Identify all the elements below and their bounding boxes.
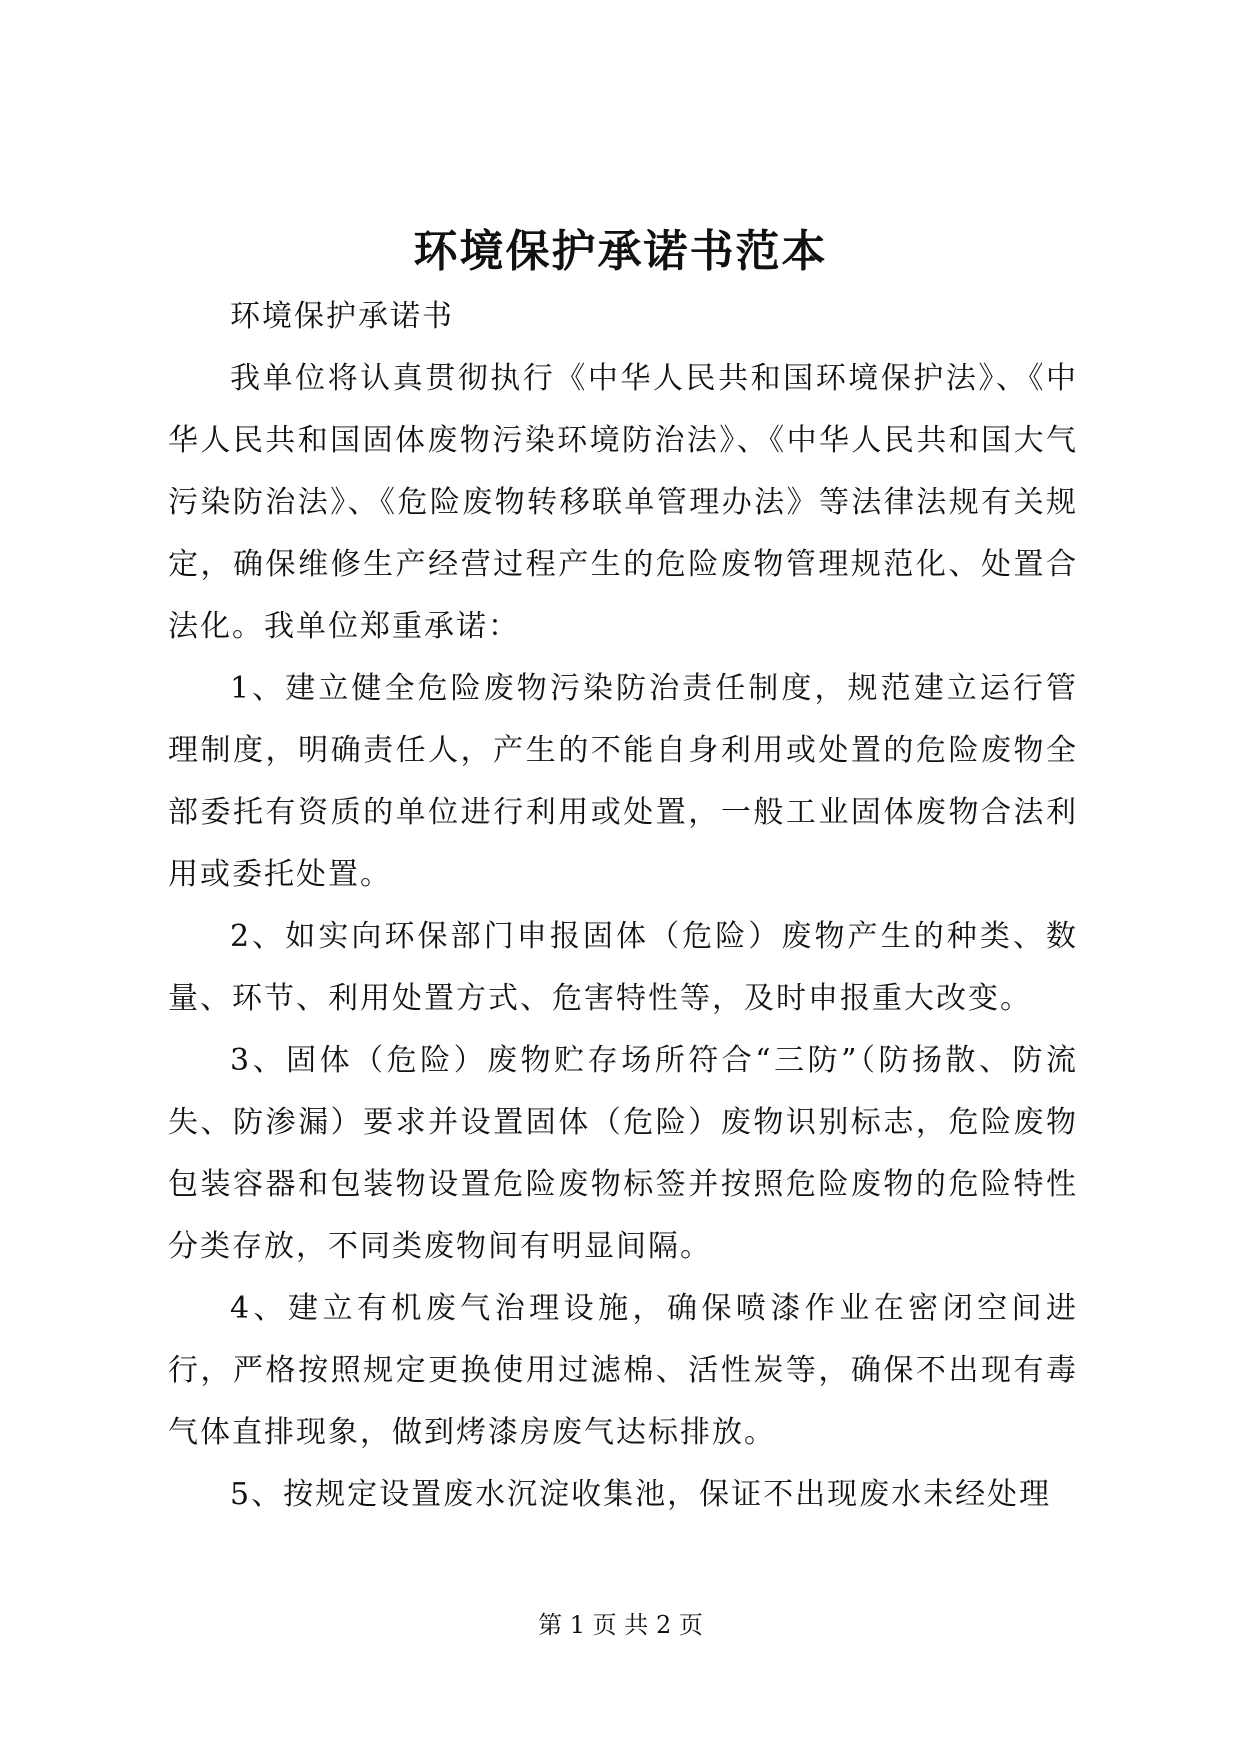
paragraph-heading: 环境保护承诺书 (230, 299, 454, 334)
paragraph-item-3: 3、固体（危险）废物贮存场所符合“三防”（防扬散、防流失、防渗漏）要求并设置固体（危险）废物识别标志，危险废物包装容器和包装物设置危险废物标签并按照危险废物的危险特性分类存放，不同类废物间有明显间隔。 (168, 1043, 1078, 1264)
document-body (168, 286, 1078, 1526)
paragraph-item-2: 2、如实向环保部门申报固体（危险）废物产生的种类、数量、环节、利用处置方式、危害特性等，及时申报重大改变。 (168, 919, 1078, 1016)
document-title: 环境保护承诺书范本 (413, 226, 828, 277)
paragraph-item-1: 1、建立健全危险废物污染防治责任制度，规范建立运行管理制度，明确责任人，产生的不能自身利用或处置的危险废物全部委托有资质的单位进行利用或处置，一般工业固体废物合法利用或委托处置。 (168, 671, 1078, 892)
paragraph-item-4: 4、建立有机废气治理设施，确保喷漆作业在密闭空间进行，严格按照规定更换使用过滤棉、活性炭等，确保不出现有毒气体直排现象，做到烤漆房废气达标排放。 (168, 1291, 1078, 1450)
paragraph-intro: 我单位将认真贯彻执行《中华人民共和国环境保护法》、《中华人民共和国固体废物污染环境防治法》、《中华人民共和国大气污染防治法》、《危险废物转移联单管理办法》等法律法规有关规定，确保维修生产经营过程产生的危险废物管理规范化、处置合法化。我单位郑重承诺： (168, 361, 1078, 644)
paragraph-item-5: 5、按规定设置废水沉淀收集池，保证不出现废水未经处理 (230, 1477, 1052, 1512)
page-footer: 第 1 页 共 2 页 (538, 1611, 703, 1639)
